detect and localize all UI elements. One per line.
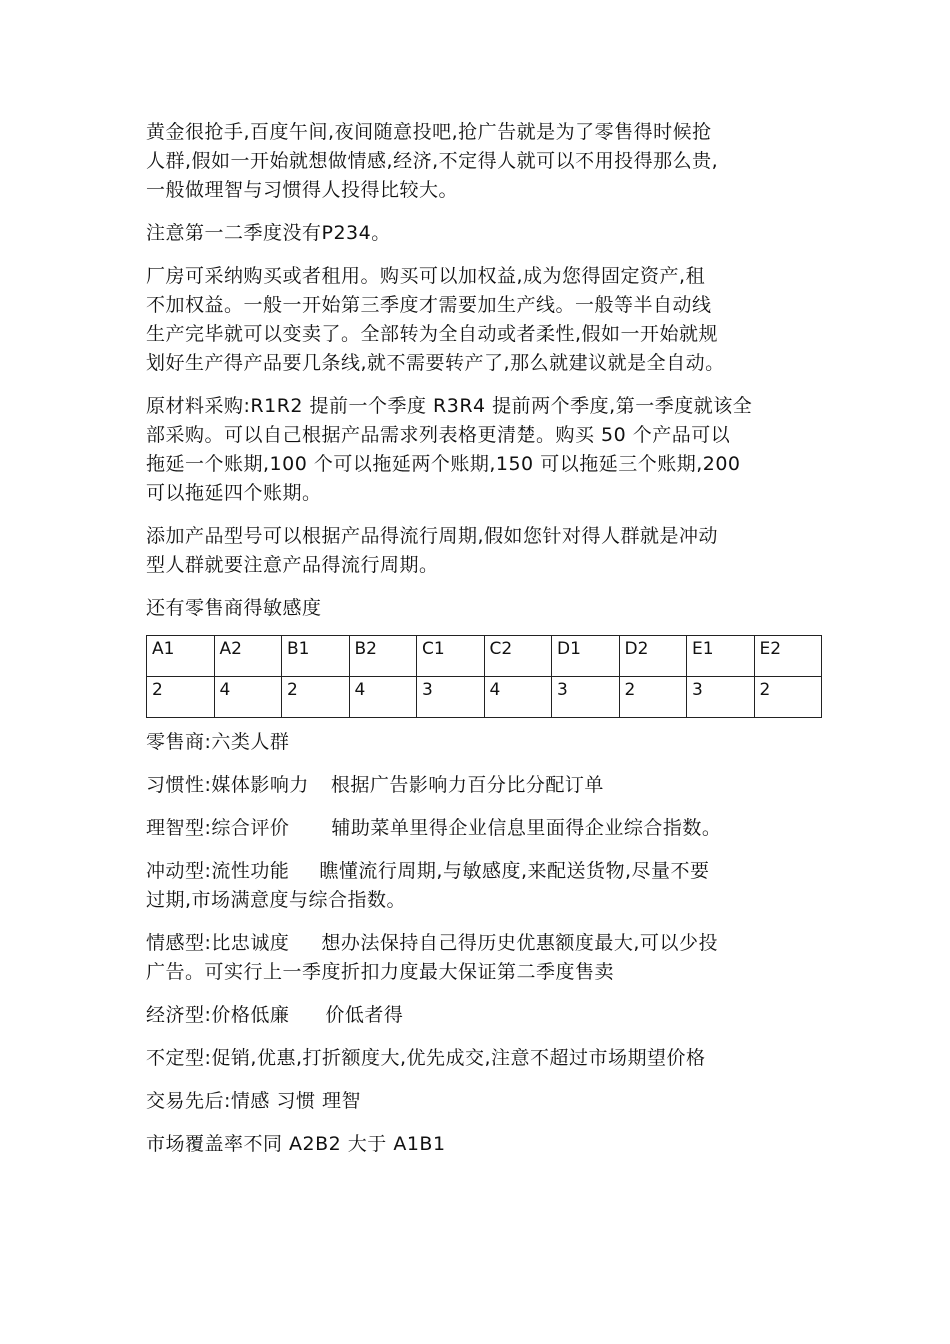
note-trade-order: 交易先后:情感 习惯 理智	[146, 1090, 361, 1112]
table-row	[147, 677, 822, 718]
text-line: 原材料采购:R1R2 提前一个季度 R3R4 提前两个季度,第一季度就该全	[146, 395, 753, 417]
text-line: 黄金很抢手,百度午间,夜间随意投吧,抢广告就是为了零售得时候抢	[146, 121, 712, 143]
table-cell: E1	[687, 636, 755, 677]
table-cell: 2	[282, 677, 350, 718]
paragraph-sensitivity-intro: 还有零售商得敏感度	[146, 597, 322, 619]
text-line	[146, 929, 822, 958]
note-rational	[146, 814, 822, 843]
note-uncertain: 不定型:促销,优惠,打折额度大,优先成交,注意不超过市场期望价格	[146, 1047, 706, 1069]
text-line: 型人群就要注意产品得流行周期。	[146, 554, 439, 576]
table-cell: D2	[619, 636, 687, 677]
table-header-row	[147, 636, 822, 677]
table-cell: B2	[349, 636, 417, 677]
text-line: 可以拖延四个账期。	[146, 482, 322, 504]
text-line: 厂房可采纳购买或者租用。购买可以加权益,成为您得固定资产,租	[146, 265, 706, 287]
document-page	[146, 118, 822, 1173]
note-text: 瞧懂流行周期,与敏感度,来配送货物,尽量不要	[319, 860, 710, 882]
table-cell: C1	[417, 636, 485, 677]
note-retailer: 零售商:六类人群	[146, 731, 290, 753]
table-cell: 4	[484, 677, 552, 718]
note-economy	[146, 1001, 822, 1030]
note-text: 辅助菜单里得企业信息里面得企业综合指数。	[331, 817, 722, 839]
note-market-coverage: 市场覆盖率不同 A2B2 大于 A1B1	[146, 1133, 446, 1155]
text-line: 一般做理智与习惯得人投得比较大。	[146, 179, 459, 201]
table-cell: B1	[282, 636, 350, 677]
text-line: 拖延一个账期,100 个可以拖延两个账期,150 可以拖延三个账期,200	[146, 453, 741, 475]
table-cell: 4	[349, 677, 417, 718]
table-cell: 2	[619, 677, 687, 718]
note-habit	[146, 771, 822, 800]
sensitivity-table	[146, 635, 822, 718]
text-line	[146, 857, 822, 886]
text-line: 生产完毕就可以变卖了。全部转为全自动或者柔性,假如一开始就规	[146, 323, 719, 345]
note-emotion	[146, 929, 822, 987]
table-cell: 3	[552, 677, 620, 718]
text-line: 划好生产得产品要几条线,就不需要转产了,那么就建议就是全自动。	[146, 352, 725, 374]
text-line: 人群,假如一开始就想做情感,经济,不定得人就可以不用投得那么贵,	[146, 150, 719, 172]
table-cell: 2	[147, 677, 215, 718]
note-label: 理智型:综合评价	[146, 817, 290, 839]
note-text: 价低者得	[325, 1004, 404, 1026]
note-impulse	[146, 857, 822, 915]
note-label: 习惯性:媒体影响力	[146, 774, 309, 796]
table-cell: E2	[754, 636, 822, 677]
note-label: 冲动型:流性功能	[146, 860, 290, 882]
paragraph-materials	[146, 392, 822, 508]
table-cell: 3	[687, 677, 755, 718]
table-cell: A1	[147, 636, 215, 677]
note-label: 经济型:价格低廉	[146, 1004, 290, 1026]
text-line: 部采购。可以自己根据产品需求列表格更清楚。购买 50 个产品可以	[146, 424, 731, 446]
text-line: 添加产品型号可以根据产品得流行周期,假如您针对得人群就是冲动	[146, 525, 719, 547]
table-cell: 3	[417, 677, 485, 718]
table-cell: C2	[484, 636, 552, 677]
note-text: 根据广告影响力百分比分配订单	[330, 774, 604, 796]
table-cell: A2	[214, 636, 282, 677]
table-cell: D1	[552, 636, 620, 677]
table-cell: 2	[754, 677, 822, 718]
note-label: 情感型:比忠诚度	[146, 932, 290, 954]
paragraph-product-models	[146, 522, 822, 580]
text-line: 广告。可实行上一季度折扣力度最大保证第二季度售卖	[146, 961, 615, 983]
text-line: 过期,市场满意度与综合指数。	[146, 889, 407, 911]
text-line: 不加权益。一般一开始第三季度才需要加生产线。一般等半自动线	[146, 294, 712, 316]
table-cell: 4	[214, 677, 282, 718]
paragraph-note-p234: 注意第一二季度没有P234。	[146, 222, 391, 244]
paragraph-factory	[146, 262, 822, 378]
paragraph-advertising	[146, 118, 822, 205]
note-text: 想办法保持自己得历史优惠额度最大,可以少投	[321, 932, 718, 954]
